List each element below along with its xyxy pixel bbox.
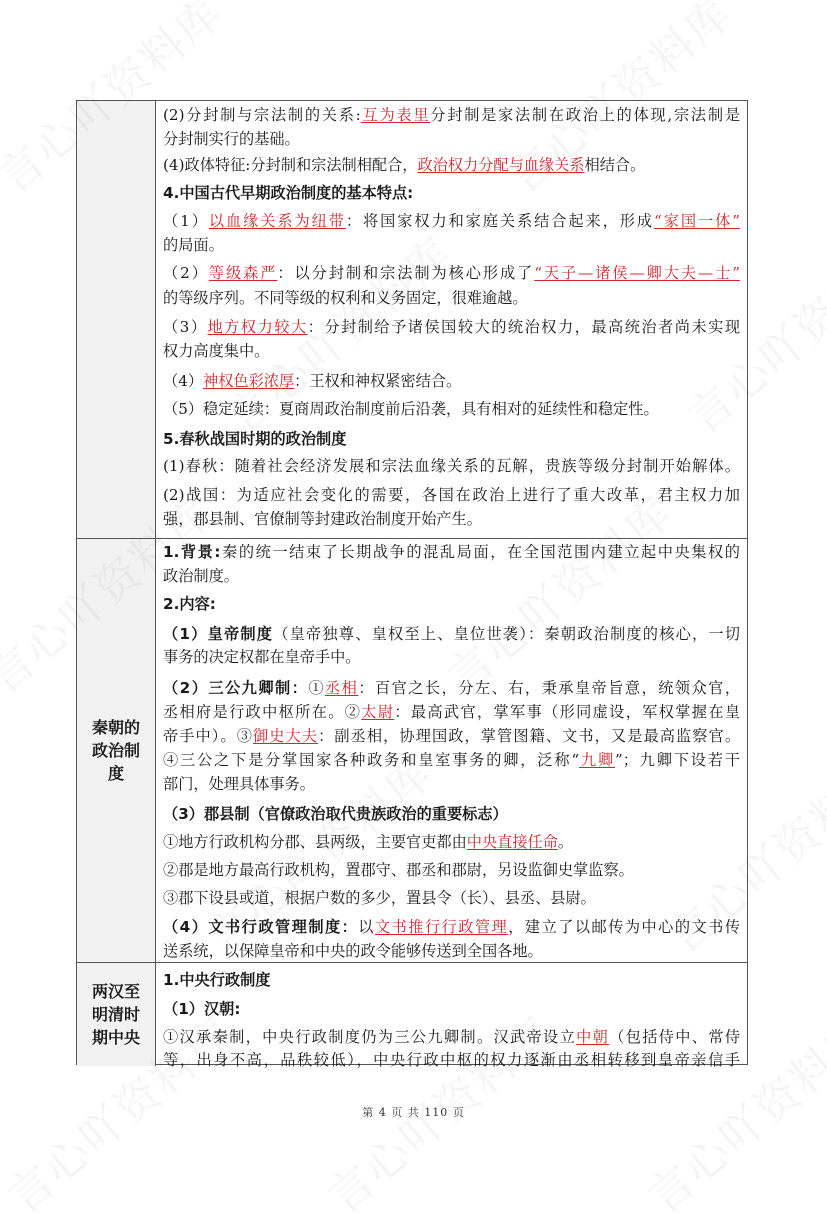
key-term-highlight: 九卿 [579, 751, 615, 769]
text-line [163, 210, 740, 232]
table-row-han-to-qing [77, 962, 747, 1069]
body-text: ④三公之下是分掌国家各种政务和皇室事务的卿，泛称“ [163, 751, 580, 769]
body-text: 分封制实行的基础。 [163, 130, 300, 148]
body-text: ：以分封制和宗法制为核心形成了 [277, 264, 535, 282]
body-text: ：王权和神权紧密结合。 [294, 372, 462, 390]
key-term-highlight: 等级森严 [208, 264, 278, 282]
body-text: 送系统，以保障皇帝和中央的政令能够传送到全国各地。 [163, 942, 543, 960]
row-label: 两汉至明清时期中央 [91, 982, 140, 1047]
key-term-highlight: “天子—诸侯—卿大夫—士” [534, 264, 741, 282]
key-term-highlight: 文书推行行政管理 [374, 918, 509, 936]
body-text: ①汉承秦制，中央行政制度仍为三公九卿制。汉武帝设立 [163, 1028, 577, 1046]
body-text: ：副丞相，协理国政，掌管图籍、文书，又是最高监察官。 [318, 727, 741, 745]
body-text: ：百官之长，分左、右，秉承皇帝旨意，统领众官， [358, 679, 741, 697]
body-text: （皇帝独尊、皇权至上、皇位世袭）：秦朝政治制度的核心，一切 [273, 625, 740, 643]
key-term-highlight: 丞相 [325, 679, 359, 697]
body-text: 的局面。 [163, 236, 224, 254]
text-line [163, 701, 740, 723]
text-line [163, 623, 740, 645]
text-line [163, 859, 740, 881]
text-line [163, 940, 740, 962]
body-text: (2)分封制与宗法制的关系: [163, 106, 361, 124]
text-line [163, 541, 740, 563]
text-line [163, 803, 740, 825]
text-line [163, 428, 740, 450]
text-line [163, 316, 740, 338]
row-label-cell [77, 963, 156, 1066]
body-text: ③郡下设县或道，根据户数的多少，置县令（长）、县丞、县尉。 [163, 889, 596, 907]
body-text: 权力高度集中。 [163, 342, 270, 360]
text-line [163, 398, 740, 420]
key-term-highlight: 以血缘关系为纽带 [208, 212, 346, 230]
body-text: ：最高武官，掌军事（形同虚设，军权掌握在皇 [394, 703, 741, 721]
text-line [163, 262, 740, 284]
text-line [163, 1049, 740, 1071]
key-term-highlight: 御史大夫 [253, 727, 319, 745]
heading-text: 1.背景: [163, 543, 221, 561]
body-text: (1)春秋：随着社会经济发展和宗法血缘关系的瓦解，贵族等级分封制开始解体。 [163, 457, 740, 475]
text-line [163, 287, 740, 309]
body-text: ②郡是地方最高行政机构，置郡守、郡丞和郡尉，另设监御史掌监察。 [163, 861, 634, 879]
body-text: ：将国家权力和家庭关系结合起来，形成 [345, 212, 655, 230]
body-text: 。 [557, 833, 574, 851]
text-line [163, 182, 740, 204]
text-line [163, 749, 740, 771]
text-line [163, 484, 740, 506]
heading-text: 4.中国古代早期政治制度的基本特点: [163, 184, 414, 202]
body-text: 部门，处理具体事务。 [163, 775, 315, 793]
text-line [163, 508, 740, 530]
key-term-highlight: 地方权力较大 [207, 318, 308, 336]
body-text: ①地方行政机构分郡、县两级，主要官吏都由 [163, 833, 467, 851]
text-line [163, 455, 740, 477]
body-text: 以 [358, 918, 375, 936]
heading-text: （4）文书行政管理制度： [163, 918, 359, 936]
text-line [163, 128, 740, 150]
body-text: （4） [163, 372, 204, 390]
key-term-highlight: 中央直接任命 [466, 833, 558, 851]
heading-text: 5.春秋战国时期的政治制度 [163, 430, 347, 448]
key-term-highlight: 神权色彩浓厚 [203, 372, 295, 390]
body-text: (2)战国：为适应社会变化的需要，各国在政治上进行了重大改革，君主权力加 [163, 486, 740, 504]
row-label-cell [77, 539, 156, 962]
text-line [163, 916, 740, 938]
body-text: ”；九卿下设若干 [614, 751, 741, 769]
row-label: 秦朝的政治制度 [91, 718, 140, 783]
body-text: （包括侍中、常侍 [609, 1028, 741, 1046]
body-text: 等，出身不高，品秩较低），中央行政中枢的权力逐渐由丞相转移到皇帝亲信手 [163, 1051, 740, 1069]
text-line [163, 969, 740, 991]
text-line [163, 646, 740, 668]
text-line [163, 773, 740, 795]
text-line [163, 677, 740, 699]
body-text: 帝手中）。③ [163, 727, 254, 745]
table-row-early-systems [77, 101, 747, 538]
body-text: （2） [163, 264, 209, 282]
text-line [163, 887, 740, 909]
body-text: 事务的决定权都在皇帝手中。 [163, 648, 361, 666]
key-term-highlight: 政治权力分配与血缘关系 [417, 156, 585, 174]
key-term-highlight: 中朝 [576, 1028, 610, 1046]
body-text: ① [308, 679, 325, 697]
text-line [163, 831, 740, 853]
text-line [163, 725, 740, 747]
row-content-cell [156, 963, 747, 1069]
body-text: 强，郡县制、官僚制等封建政治制度开始产生。 [163, 510, 482, 528]
text-line [163, 154, 740, 176]
body-text: （5）稳定延续：夏商周政治制度前后沿袭，具有相对的延续性和稳定性。 [163, 400, 659, 418]
text-line [163, 565, 740, 587]
key-term-highlight: 太尉 [361, 703, 395, 721]
page-footer: 第 4 页 共 110 页 [362, 1106, 465, 1119]
text-line [163, 340, 740, 362]
heading-text: （2）三公九卿制： [163, 679, 309, 697]
body-text: (4)政体特征:分封制和宗法制相配合， [163, 156, 418, 174]
text-line [163, 593, 740, 615]
heading-text: （1）汉朝: [163, 1000, 241, 1018]
text-line [163, 1026, 740, 1048]
row-content-cell [156, 101, 747, 538]
body-text: ：分封制给予诸侯国较大的统治权力，最高统治者尚未实现 [307, 318, 741, 336]
key-term-highlight: 互为表里 [360, 106, 431, 124]
heading-text: 1.中央行政制度 [163, 971, 271, 989]
key-term-highlight: “家国一体” [654, 212, 741, 230]
text-line [163, 998, 740, 1020]
text-line [163, 370, 740, 392]
row-label-cell [77, 101, 156, 538]
body-text: 秦的统一结束了长期战争的混乱局面，在全国范围内建立起中央集权的 [220, 543, 740, 561]
body-text: 分封制是家法制在政治上的体现,宗法制是 [430, 106, 741, 124]
row-content-cell [156, 539, 747, 962]
body-text: （1） [163, 212, 209, 230]
body-text: 的等级序列。不同等级的权利和义务固定，很难逾越。 [163, 289, 528, 307]
body-text: 丞相府是行政中枢所在。② [163, 703, 362, 721]
heading-text: （3）郡县制（官僚政治取代贵族政治的重要标志） [163, 805, 508, 823]
heading-text: 2.内容: [163, 595, 216, 613]
body-text: （3） [163, 318, 208, 336]
text-line [163, 234, 740, 256]
heading-text: （1）皇帝制度 [163, 625, 274, 643]
text-line [163, 104, 740, 126]
table-row-qin-dynasty [77, 538, 747, 962]
notes-table [76, 100, 748, 1069]
body-text: 相结合。 [584, 156, 646, 174]
body-text: 政治制度。 [163, 567, 239, 585]
body-text: ，建立了以邮传为中心的文书传 [508, 918, 741, 936]
